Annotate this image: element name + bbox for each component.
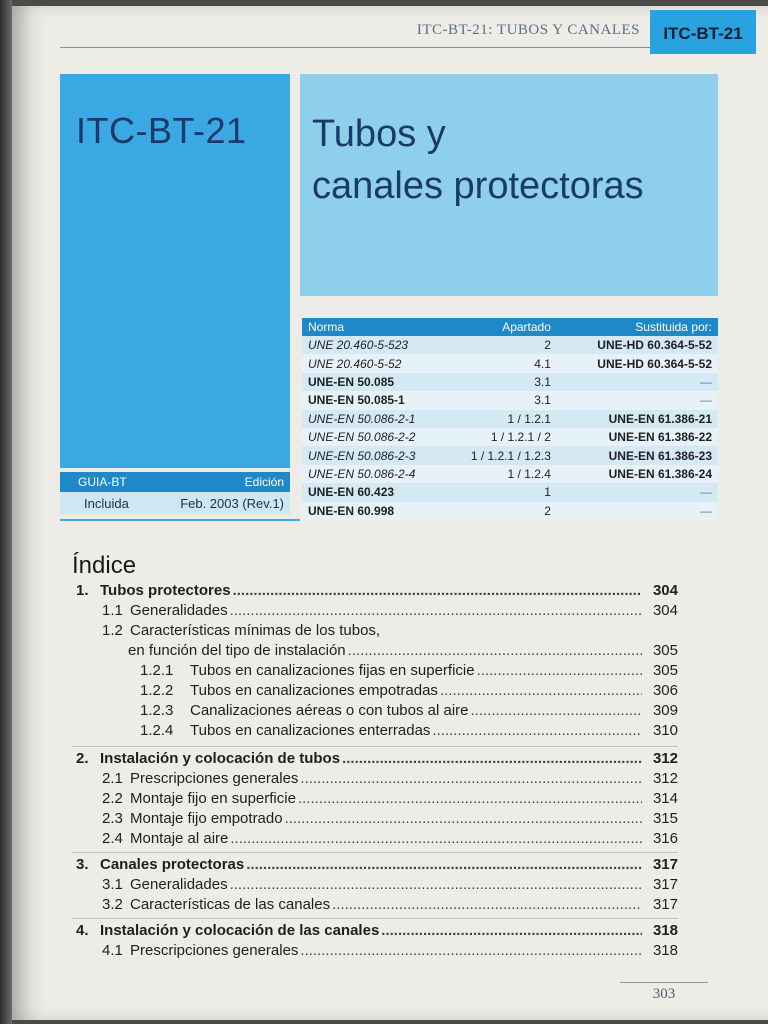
toc-entry[interactable]: 2.4 Montaje al aire ..... 316	[102, 830, 678, 850]
cell-norma: UNE-EN 60.423	[302, 483, 451, 501]
cell-norma: UNE-EN 50.086-2-3	[302, 446, 451, 464]
cell-norma: UNE-EN 50.085	[302, 373, 451, 391]
page-title	[312, 108, 644, 212]
toc-entry[interactable]: 1.2.1 Tubos en canalizaciones fijas en superficie ..... 305	[140, 662, 678, 682]
guia-value-col1: Incluida	[84, 496, 129, 511]
toc-entry[interactable]: 2.2 Montaje fijo en superficie ..... 314	[102, 790, 678, 810]
cell-apartado: 1	[451, 483, 557, 501]
cell-sustituida: UNE-HD 60.364-5-52	[557, 354, 718, 372]
table-row	[302, 336, 718, 354]
cell-sustituida: —	[557, 373, 718, 391]
section-divider	[72, 918, 678, 919]
toc-entry[interactable]: 1.2.4 Tubos en canalizaciones enterradas ..... 310	[140, 722, 678, 742]
toc-entry[interactable]: 1.2.2 Tubos en canalizaciones empotradas ..... 306	[140, 682, 678, 702]
itc-code-title: ITC-BT-21	[76, 110, 247, 151]
index-title: Índice	[72, 552, 137, 579]
toc-entry[interactable]: 1. Tubos protectores ..... 304	[76, 582, 678, 602]
header-tab: ITC-BT-21	[650, 10, 756, 54]
cell-apartado: 1 / 1.2.1 / 2	[451, 428, 557, 446]
running-header: ITC-BT-21: TUBOS Y CANALES	[416, 22, 640, 38]
guia-value-col2: Feb. 2003 (Rev.1)	[180, 496, 284, 511]
guia-header-col1: GUIA-BT	[78, 475, 127, 489]
toc-entry[interactable]: 1.2.3 Canalizaciones aéreas o con tubos al aire ..... 309	[140, 702, 678, 722]
cell-sustituida: —	[557, 391, 718, 409]
toc-entry[interactable]: 3.2 Características de las canales ..... 317	[102, 896, 678, 916]
table-row	[302, 391, 718, 409]
cell-norma: UNE-EN 50.086-2-1	[302, 410, 451, 428]
table-row	[302, 410, 718, 428]
cell-sustituida: UNE-EN 61.386-23	[557, 446, 718, 464]
cell-norma: UNE-EN 50.085-1	[302, 391, 451, 409]
cell-sustituida: —	[557, 483, 718, 501]
cell-norma: UNE-EN 50.086-2-4	[302, 465, 451, 483]
cell-sustituida: UNE-HD 60.364-5-52	[557, 336, 718, 354]
toc-entry[interactable]: 3.1 Generalidades ..... 317	[102, 876, 678, 896]
toc-entry-line: 1.2 Características mínimas de los tubos,	[102, 622, 381, 639]
cell-norma: UNE 20.460-5-52	[302, 354, 451, 372]
toc-entry[interactable]: 1.1 Generalidades ..... 304	[102, 602, 678, 622]
section-divider	[72, 746, 678, 747]
table-row	[302, 354, 718, 372]
section-rule	[60, 519, 300, 521]
cell-apartado: 1 / 1.2.1	[451, 410, 557, 428]
cell-sustituida: UNE-EN 61.386-21	[557, 410, 718, 428]
cell-apartado: 2	[451, 502, 557, 520]
cell-apartado: 1 / 1.2.1 / 1.2.3	[451, 446, 557, 464]
col-header-sustituida: Sustituida por:	[557, 318, 718, 336]
toc-entry[interactable]: 4.1 Prescripciones generales ..... 318	[102, 942, 678, 962]
toc-entry[interactable]: en función del tipo de instalación ..... 305	[128, 642, 678, 662]
toc-entry[interactable]: 2.1 Prescripciones generales ..... 312	[102, 770, 678, 790]
guia-header-col2: Edición	[244, 475, 284, 489]
cell-apartado: 1 / 1.2.4	[451, 465, 557, 483]
footer-rule	[620, 982, 708, 983]
table-row	[302, 502, 718, 520]
cell-apartado: 4.1	[451, 354, 557, 372]
guia-table-row	[60, 492, 290, 514]
book-spine-shadow	[0, 0, 12, 1024]
header-rule	[60, 47, 650, 48]
cell-apartado: 3.1	[451, 391, 557, 409]
cell-norma: UNE 20.460-5-523	[302, 336, 451, 354]
col-header-norma: Norma	[302, 318, 451, 336]
title-line-2: canales protectoras	[312, 165, 644, 207]
page-number: 303	[652, 986, 676, 1002]
table-row	[302, 465, 718, 483]
cell-sustituida: UNE-EN 61.386-24	[557, 465, 718, 483]
col-header-apartado: Apartado	[451, 318, 557, 336]
table-row	[302, 446, 718, 464]
title-line-1: Tubos y	[312, 113, 446, 155]
cell-norma: UNE-EN 60.998	[302, 502, 451, 520]
toc-entry[interactable]: 4. Instalación y colocación de las canales ..... 318	[76, 922, 678, 942]
toc-entry[interactable]: 3. Canales protectoras ..... 317	[76, 856, 678, 876]
table-row	[302, 373, 718, 391]
cell-sustituida: —	[557, 502, 718, 520]
guia-table-header	[60, 472, 290, 492]
norms-table	[302, 318, 718, 520]
table-row	[302, 483, 718, 501]
cell-sustituida: UNE-EN 61.386-22	[557, 428, 718, 446]
cell-apartado: 2	[451, 336, 557, 354]
section-divider	[72, 852, 678, 853]
table-row	[302, 428, 718, 446]
cell-apartado: 3.1	[451, 373, 557, 391]
toc-entry[interactable]: 2. Instalación y colocación de tubos ..... 312	[76, 750, 678, 770]
cell-norma: UNE-EN 50.086-2-2	[302, 428, 451, 446]
norms-table-header	[302, 318, 718, 336]
toc-entry[interactable]: 2.3 Montaje fijo empotrado ..... 315	[102, 810, 678, 830]
